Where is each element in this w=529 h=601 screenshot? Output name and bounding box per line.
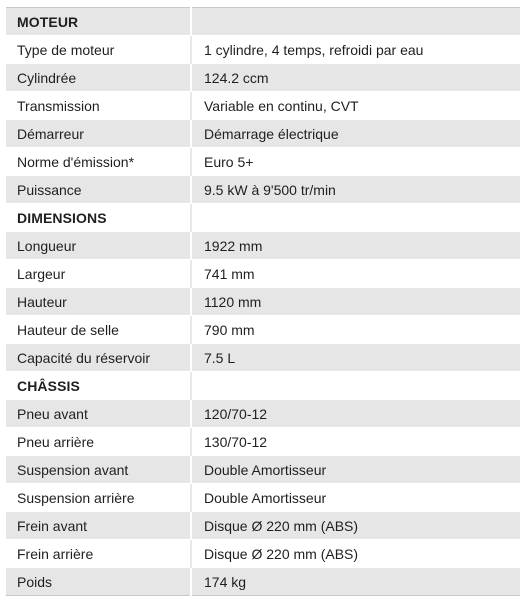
- spec-label: Norme d'émission*: [6, 148, 191, 176]
- spec-label: Frein arrière: [6, 540, 191, 568]
- table-row: [6, 148, 520, 176]
- table-row: [6, 232, 520, 260]
- section-header-chassis: [6, 372, 520, 400]
- spec-label: Démarreur: [6, 120, 191, 148]
- spec-value: Variable en continu, CVT: [191, 92, 520, 120]
- spec-value: 124.2 ccm: [191, 64, 520, 92]
- table-row: [6, 512, 520, 540]
- section-title: CHÂSSIS: [6, 372, 191, 400]
- table-row: [6, 568, 520, 596]
- spec-label: Suspension arrière: [6, 484, 191, 512]
- table-row: [6, 36, 520, 64]
- spec-label: Largeur: [6, 260, 191, 288]
- spec-value: 7.5 L: [191, 344, 520, 372]
- table-row: [6, 120, 520, 148]
- spec-label: Pneu arrière: [6, 428, 191, 456]
- spec-label: Hauteur: [6, 288, 191, 316]
- spec-value: 130/70-12: [191, 428, 520, 456]
- section-title: DIMENSIONS: [6, 204, 191, 232]
- spec-label: Puissance: [6, 176, 191, 204]
- spec-value: 1922 mm: [191, 232, 520, 260]
- spec-label: Suspension avant: [6, 456, 191, 484]
- spec-value: 120/70-12: [191, 400, 520, 428]
- spec-label: Poids: [6, 568, 191, 596]
- table-row: [6, 456, 520, 484]
- table-row: [6, 260, 520, 288]
- spec-value: Disque Ø 220 mm (ABS): [191, 540, 520, 568]
- section-header-blank: [191, 8, 520, 36]
- table-row: [6, 176, 520, 204]
- spec-label: Frein avant: [6, 512, 191, 540]
- spec-value: Double Amortisseur: [191, 484, 520, 512]
- table-row: [6, 288, 520, 316]
- section-header-blank: [191, 372, 520, 400]
- table-row: [6, 344, 520, 372]
- specifications-table: [6, 7, 520, 596]
- section-header-blank: [191, 204, 520, 232]
- table-row: [6, 484, 520, 512]
- spec-value: 790 mm: [191, 316, 520, 344]
- spec-value: 1 cylindre, 4 temps, refroidi par eau: [191, 36, 520, 64]
- spec-label: Type de moteur: [6, 36, 191, 64]
- spec-value: Euro 5+: [191, 148, 520, 176]
- spec-label: Cylindrée: [6, 64, 191, 92]
- table-row: [6, 540, 520, 568]
- table-row: [6, 64, 520, 92]
- spec-value: Double Amortisseur: [191, 456, 520, 484]
- spec-value: 1120 mm: [191, 288, 520, 316]
- section-header-dimensions: [6, 204, 520, 232]
- table-row: [6, 316, 520, 344]
- spec-value: 741 mm: [191, 260, 520, 288]
- spec-value: 174 kg: [191, 568, 520, 596]
- table-row: [6, 92, 520, 120]
- section-header-moteur: [6, 8, 520, 36]
- section-title: MOTEUR: [6, 8, 191, 36]
- spec-label: Pneu avant: [6, 400, 191, 428]
- spec-value: Démarrage électrique: [191, 120, 520, 148]
- spec-label: Longueur: [6, 232, 191, 260]
- spec-value: Disque Ø 220 mm (ABS): [191, 512, 520, 540]
- table-row: [6, 428, 520, 456]
- spec-label: Capacité du réservoir: [6, 344, 191, 372]
- spec-label: Transmission: [6, 92, 191, 120]
- spec-label: Hauteur de selle: [6, 316, 191, 344]
- table-row: [6, 400, 520, 428]
- spec-value: 9.5 kW à 9'500 tr/min: [191, 176, 520, 204]
